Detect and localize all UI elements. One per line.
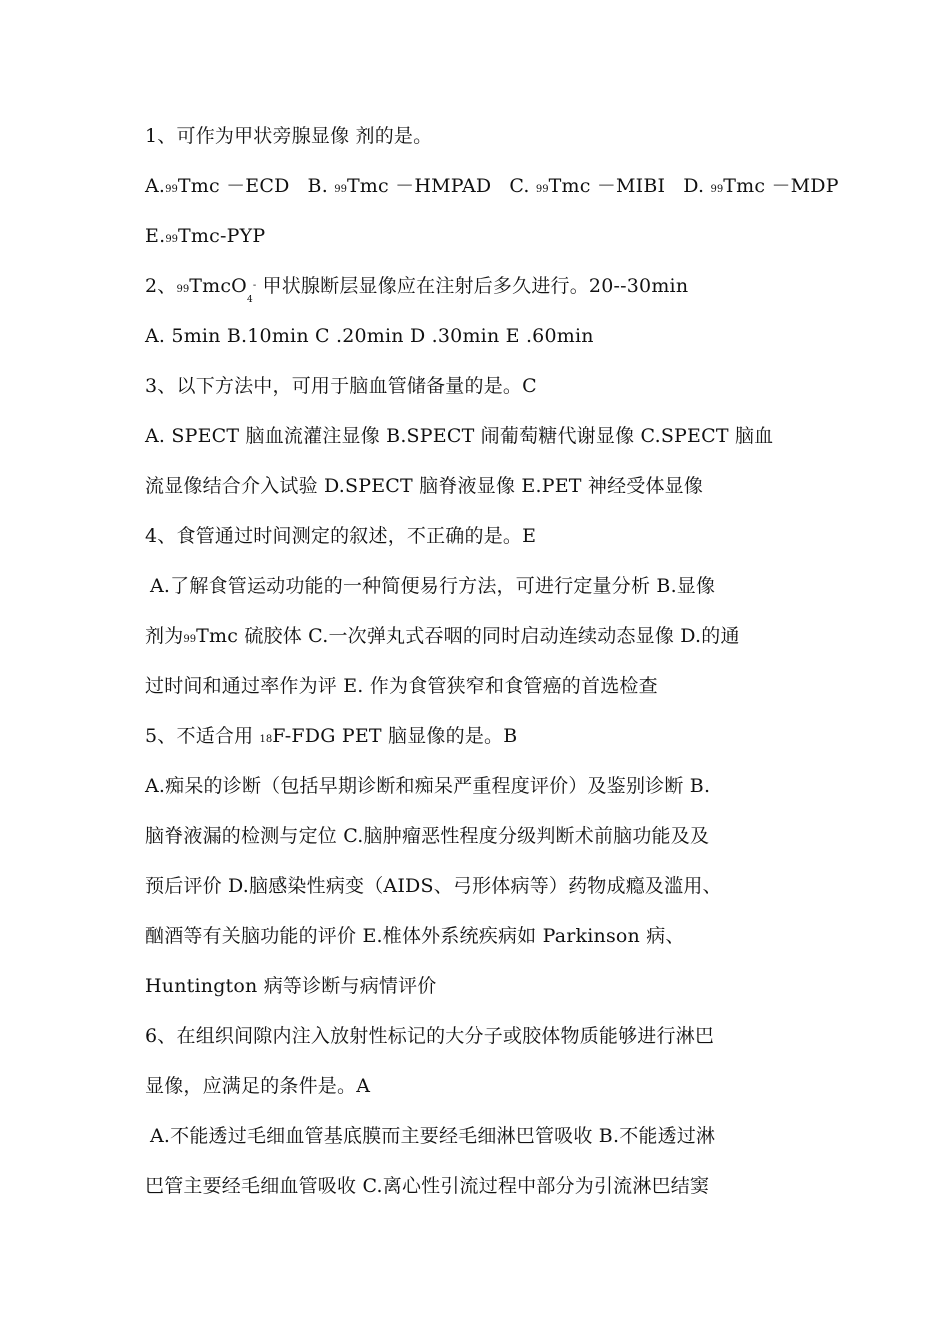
option-text: 硫胶体 C.一次弹丸式吞咽的同时启动连续动态显像 D.的通 [238,625,740,647]
question-1: 1、可作为甲状旁腺显像 剂的是。 [145,125,433,147]
isotope-number: 99 [165,234,179,245]
question-5-options-line-4: 酗酒等有关脑功能的评价 E.椎体外系统疾病如 Parkinson 病、 [145,925,685,947]
option-a-text: －ECD [226,175,290,197]
question-3-options-line-1: A. SPECT 脑血流灌注显像 B.SPECT 闹葡萄糖代谢显像 C.SPECT 脑血 [145,425,774,447]
option-e-text: -PYP [219,225,266,247]
option-b-tc: Tmc [346,175,389,197]
option-d-label: D. [683,175,705,197]
question-4-options-line-2 [145,623,815,653]
question-4-options-line-3: 过时间和通过率作为评 E. 作为食管狭窄和食管癌的首选检查 [145,675,658,697]
isotope-number: 99 [165,184,178,195]
question-2-number: 2、 [145,275,177,297]
question-5-text: 5、不适合用 [145,725,260,747]
isotope-number: 18 [259,734,273,745]
question-6-options-line-1: A.不能透过毛细血管基底膜而主要经毛细淋巴管吸收 B.不能透过淋 [150,1125,716,1147]
question-2-text: 甲状腺断层显像应在注射后多久进行。20--30min [262,275,689,297]
option-a-label: A. [145,175,166,197]
question-1-options-line-2 [145,223,815,253]
question-2-options: A. 5min B.10min C .20min D .30min E .60min [145,325,594,347]
question-6-line-2: 显像，应满足的条件是。A [145,1075,371,1097]
question-5-text-rest: F-FDG PET 脑显像的是。B [272,725,518,747]
question-6-line-1: 6、在组织间隙内注入放射性标记的大分子或胶体物质能够进行淋巴 [145,1025,715,1047]
option-c-tc: Tmc [548,175,591,197]
option-a-tc: Tmc [177,175,220,197]
question-4: 4、食管通过时间测定的叙述，不正确的是。E [145,525,537,547]
question-5-options-line-3: 预后评价 D.脑感染性病变（AIDS、弓形体病等）药物成瘾及滥用、 [145,875,722,897]
question-3: 3、以下方法中，可用于脑血管储备量的是。C [145,375,537,397]
question-3-options-line-2: 流显像结合介入试验 D.SPECT 脑脊液显像 E.PET 神经受体显像 [145,475,704,497]
formula-superscript: - [252,280,257,291]
question-6-options-line-2: 巴管主要经毛细血管吸收 C.离心性引流过程中部分为引流淋巴结窦 [145,1175,710,1197]
question-4-options-line-1: A.了解食管运动功能的一种简便易行方法，可进行定量分析 B.显像 [150,575,716,597]
question-5 [145,723,815,753]
option-c-text: －MIBI [596,175,666,197]
option-e-tc: Tmc [178,225,220,247]
option-e-label: E. [145,225,166,247]
question-5-options-line-1: A.痴呆的诊断（包括早期诊断和痴呆严重程度评价）及鉴别诊断 B. [145,775,711,797]
pertechnetate-formula: TmcO [189,275,247,297]
option-d-text: －MDP [771,175,839,197]
isotope-number: 99 [535,184,549,195]
formula-subscript: 4 [246,295,253,305]
option-b-text: －HMPAD [395,175,492,197]
question-2 [145,273,815,313]
isotope-number: 99 [334,184,347,195]
question-5-options-line-2: 脑脊液漏的检测与定位 C.脑肿瘤恶性程度分级判断术前脑功能及及 [145,825,710,847]
option-b-label: B. [307,175,328,197]
option-text: 剂为 [145,625,184,647]
isotope-number: 99 [176,284,190,295]
option-d-tc: Tmc [723,175,766,197]
isotope-number: 99 [183,634,197,645]
question-5-options-line-5: Huntington 病等诊断与病情评价 [145,975,437,997]
option-tc: Tmc [196,625,239,647]
question-1-options-line-1 [145,173,839,203]
isotope-number: 99 [710,184,724,195]
option-c-label: C. [509,175,530,197]
